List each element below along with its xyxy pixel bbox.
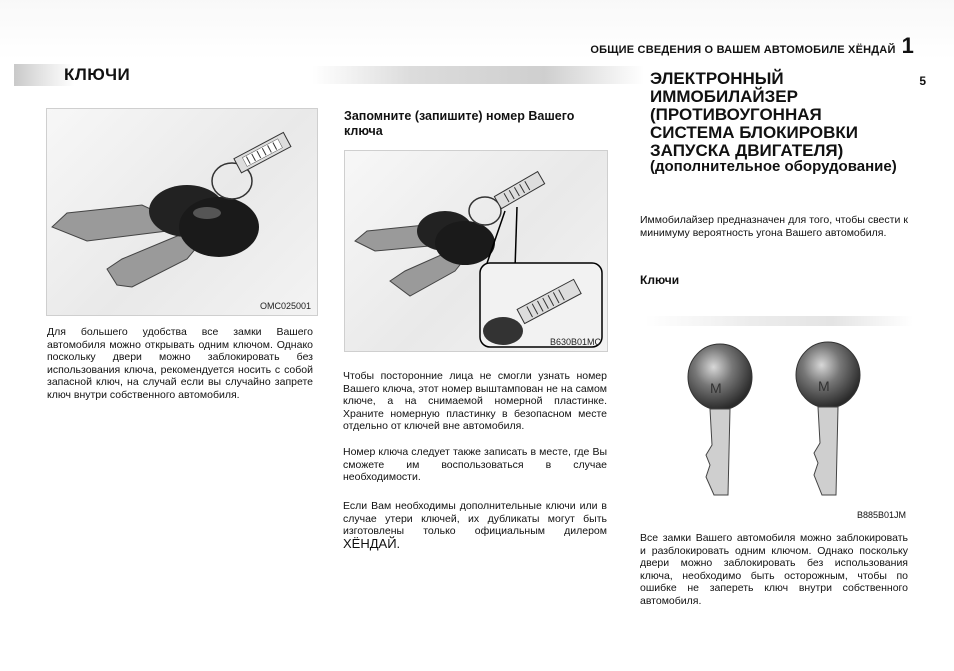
key-number-photo — [344, 150, 608, 352]
immobilizer-title: ЭЛЕКТРОННЫЙ ИММОБИЛАЙЗЕР (ПРОТИВОУГОННАЯ СИСТЕМА БЛОКИРОВКИ ЗАПУСКА ДВИГАТЕЛЯ) — [650, 69, 858, 160]
image-caption: OMC025001 — [259, 301, 311, 311]
scan-shadow — [645, 316, 913, 326]
key-number-title: Запомните (запишите) номер Вашего ключа — [344, 109, 575, 138]
section-title-bar — [14, 64, 314, 86]
keys-illustration — [47, 109, 317, 315]
running-title: ОБЩИЕ СВЕДЕНИЯ О ВАШЕМ АВТОМОБИЛЕ ХЁНДАЙ — [590, 44, 896, 56]
section-title: КЛЮЧИ — [64, 65, 131, 84]
immobilizer-keys-image — [648, 335, 910, 520]
immobilizer-paragraph: Все замки Вашего автомобиля можно заблокировать и разблокировать одним ключом. Однако поскольку двери можно заблокировать без использования ключа, необходимо быть осторожным, чтобы по ошибке не запереть ключ внутри собственного автомобиля. — [640, 532, 908, 607]
middle-paragraph-1: Чтобы посторонние лица не смогли узнать номер Вашего ключа, этот номер выштампован не на самом ключе, а на снимаемой номерной пластинке. Храните номерную пластинку в безопасном месте отдельно от ключей вне автомобиля. — [343, 370, 607, 433]
immobilizer-keys-illustration — [648, 335, 910, 505]
middle-paragraph-3-text: Если Вам необходимы дополнительные ключи или в случае утери ключей, их дубликаты могут быть изготовлены только официальным дилером — [343, 500, 607, 538]
keys-heading: Ключи — [640, 273, 680, 287]
middle-paragraph-2: Номер ключа следует также записать в месте, где Вы сможете им воспользоваться в случае необходимости. — [343, 446, 607, 484]
dealer-name: ХЁНДАЙ. — [343, 535, 401, 551]
decorative-bar — [312, 66, 644, 84]
immobilizer-subtitle: (дополнительное оборудование) — [650, 158, 897, 175]
running-header — [590, 33, 914, 58]
image-caption: B885B01JM — [856, 510, 906, 520]
chapter-number: 1 — [901, 33, 914, 58]
keys-photo — [46, 108, 318, 316]
page-number: 5 — [919, 74, 926, 88]
left-paragraph: Для большего удобства все замки Вашего автомобиля можно открывать одним ключом. Однако поскольку двери можно заблокировать без использования ключа, рекомендуется носить с собой запасной ключ, на случай если вы случайно запрете ключ внутри собственного автомобиля. — [47, 326, 313, 401]
image-caption: B630B01MC — [549, 337, 601, 347]
svg-text:M: M — [818, 378, 830, 394]
key-tag-illustration — [345, 151, 607, 351]
immobilizer-intro: Иммобилайзер предназначен для того, чтобы свести к минимуму вероятность угона Вашего автомобиля. — [640, 214, 908, 239]
middle-paragraph-3 — [343, 500, 607, 551]
svg-text:M: M — [710, 380, 722, 396]
